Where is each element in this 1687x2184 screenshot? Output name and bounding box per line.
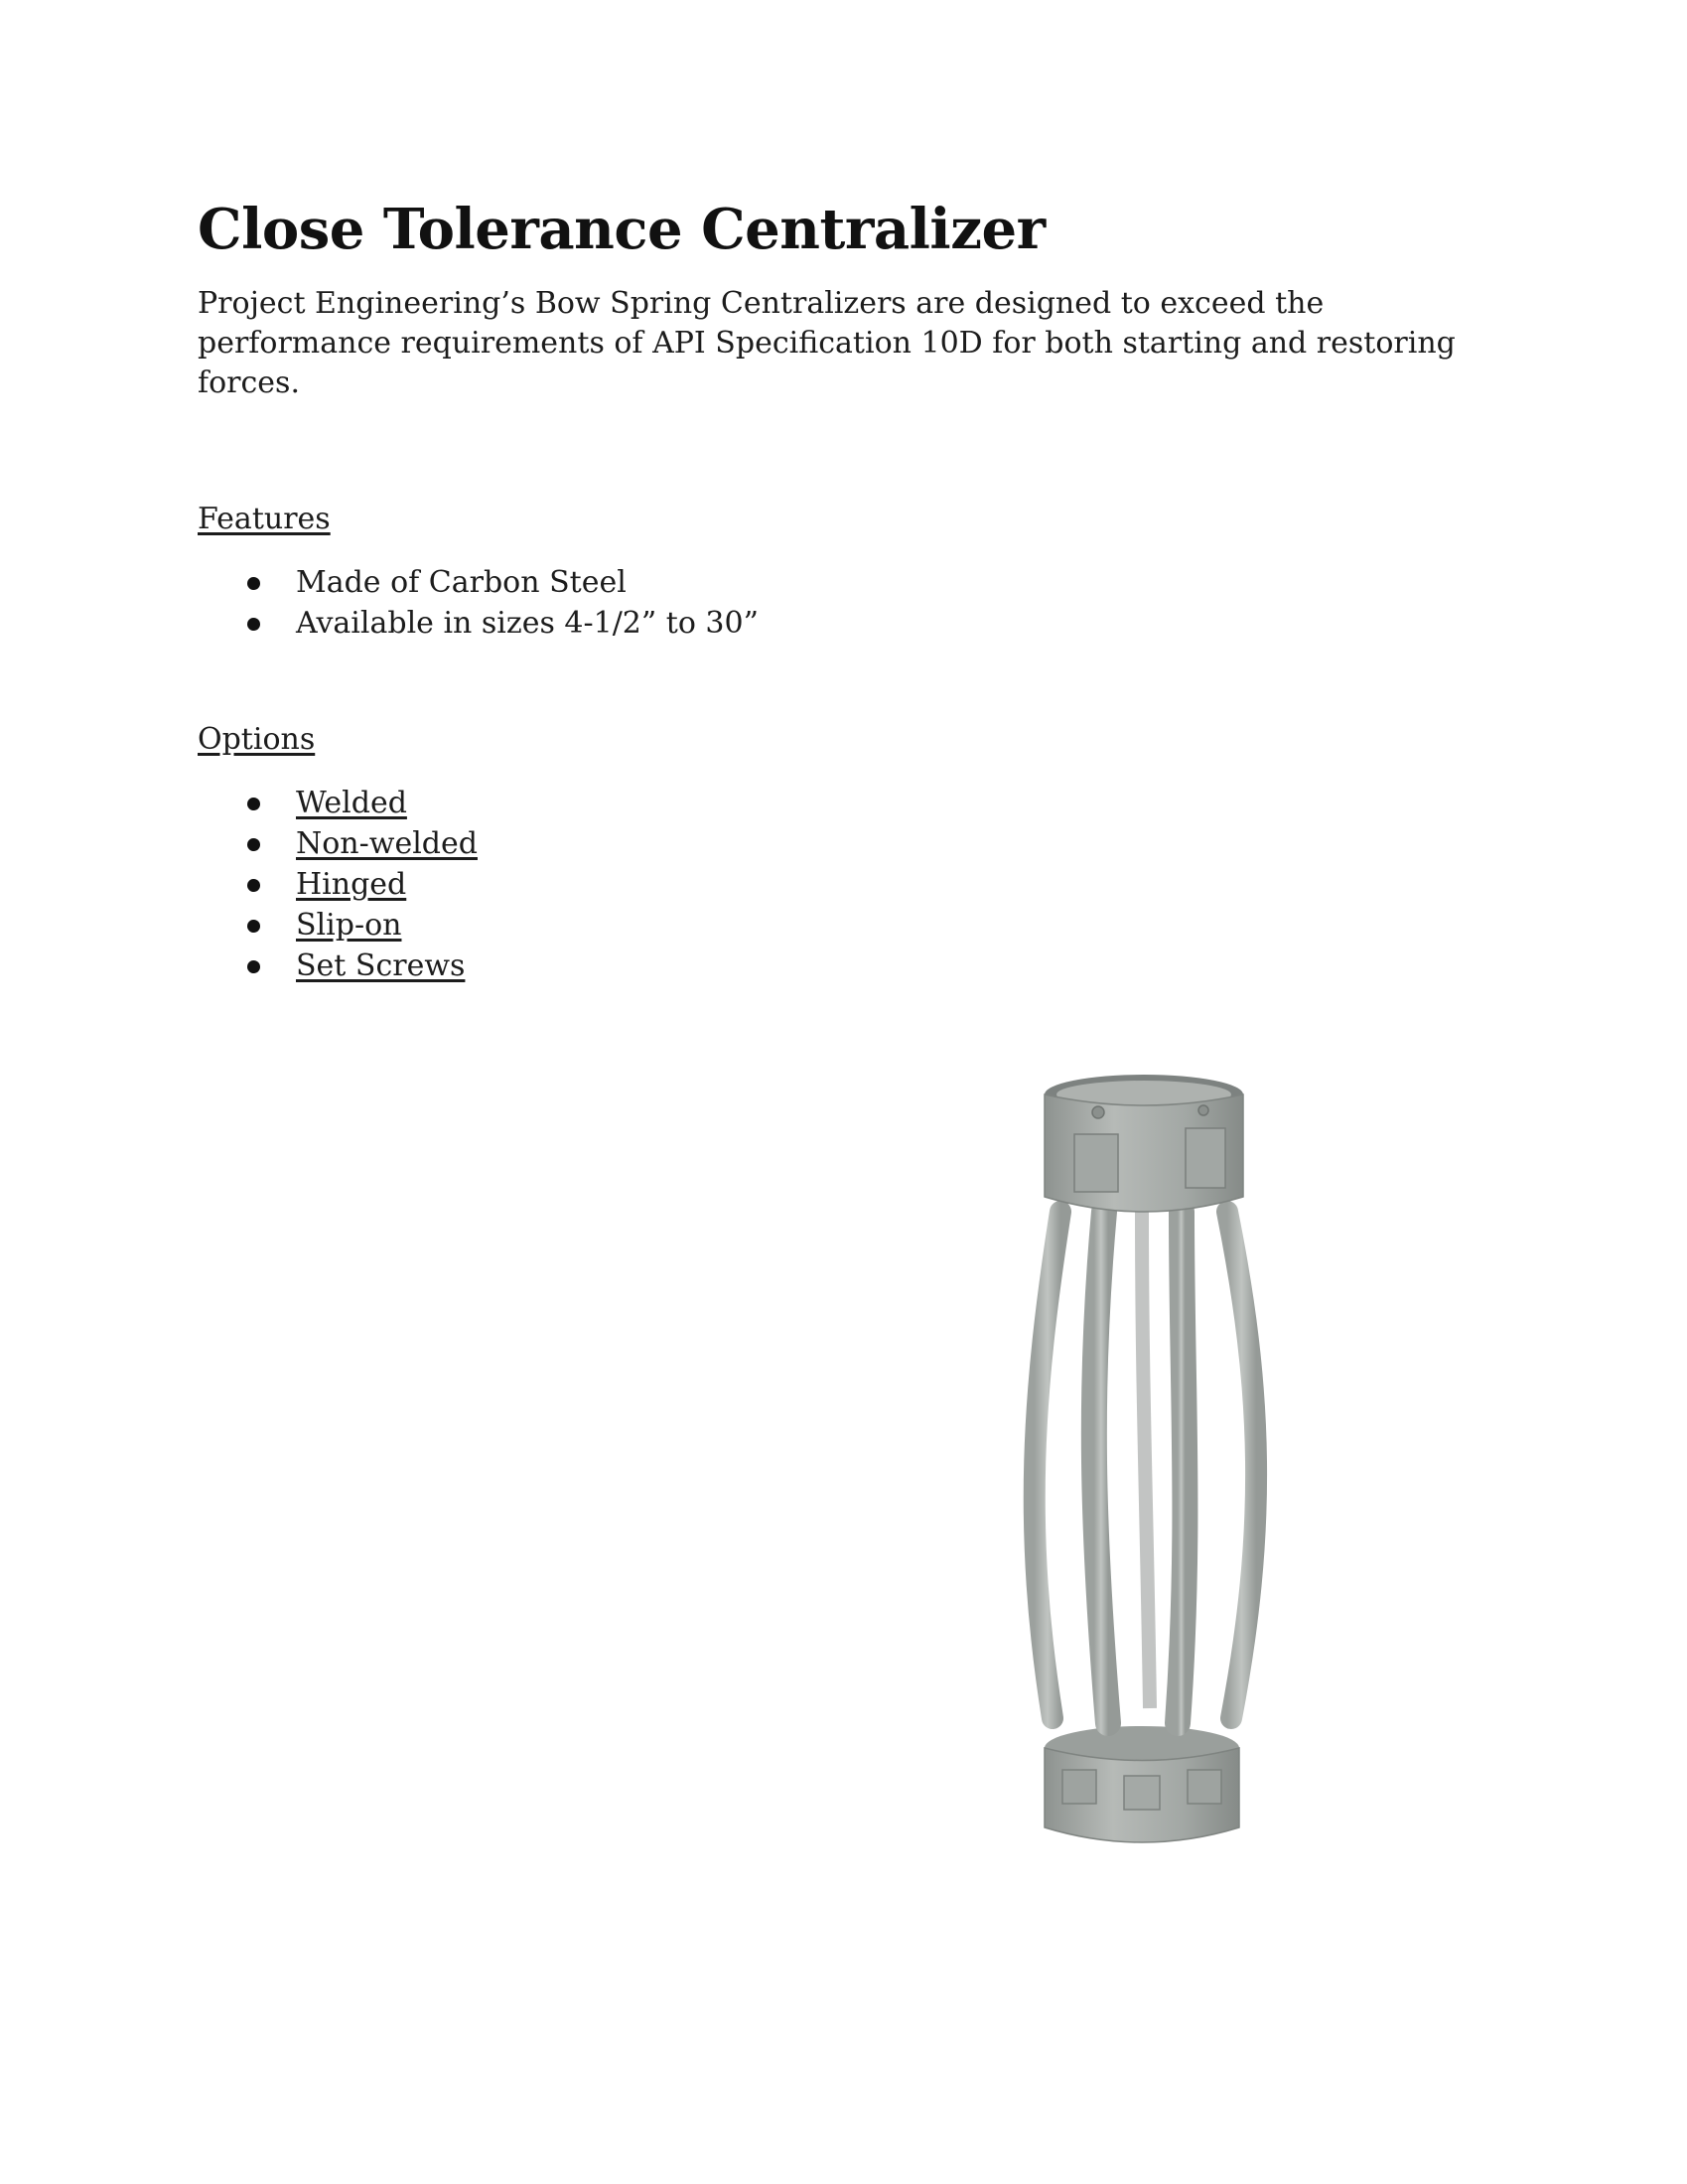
options-list: [198, 783, 478, 986]
option-link-non-welded[interactable]: Non-welded: [296, 826, 478, 861]
option-link-welded[interactable]: Welded: [296, 786, 407, 820]
feature-item-sizes: Available in sizes 4-1/2” to 30”: [198, 603, 759, 644]
bow-spring-center-right: [1178, 1212, 1185, 1723]
page-title: Close Tolerance Centralizer: [198, 197, 1046, 262]
bow-spring-center-left: [1094, 1212, 1108, 1723]
features-list: [198, 562, 759, 644]
option-item-slip-on[interactable]: [198, 905, 478, 946]
option-item-hinged[interactable]: [198, 864, 478, 905]
bow-spring-left: [1035, 1212, 1060, 1718]
features-heading: Features: [198, 502, 331, 536]
option-link-slip-on[interactable]: Slip-on: [296, 908, 402, 943]
bow-spring-right: [1227, 1212, 1256, 1718]
option-link-hinged[interactable]: Hinged: [296, 867, 407, 902]
intro-paragraph: Project Engineering’s Bow Spring Centralizers are designed to exceed the performance requirements of API Specification 10D for both starting and restoring forces.: [198, 286, 1456, 400]
option-link-set-screws[interactable]: Set Screws: [296, 948, 466, 983]
set-screw: [1092, 1106, 1104, 1118]
options-heading: Options: [198, 722, 316, 757]
option-item-welded[interactable]: [198, 783, 478, 823]
option-item-non-welded[interactable]: [198, 823, 478, 864]
feature-item-material: Made of Carbon Steel: [198, 562, 759, 603]
option-item-set-screws[interactable]: [198, 946, 478, 986]
centralizer-image: [993, 1063, 1291, 1857]
